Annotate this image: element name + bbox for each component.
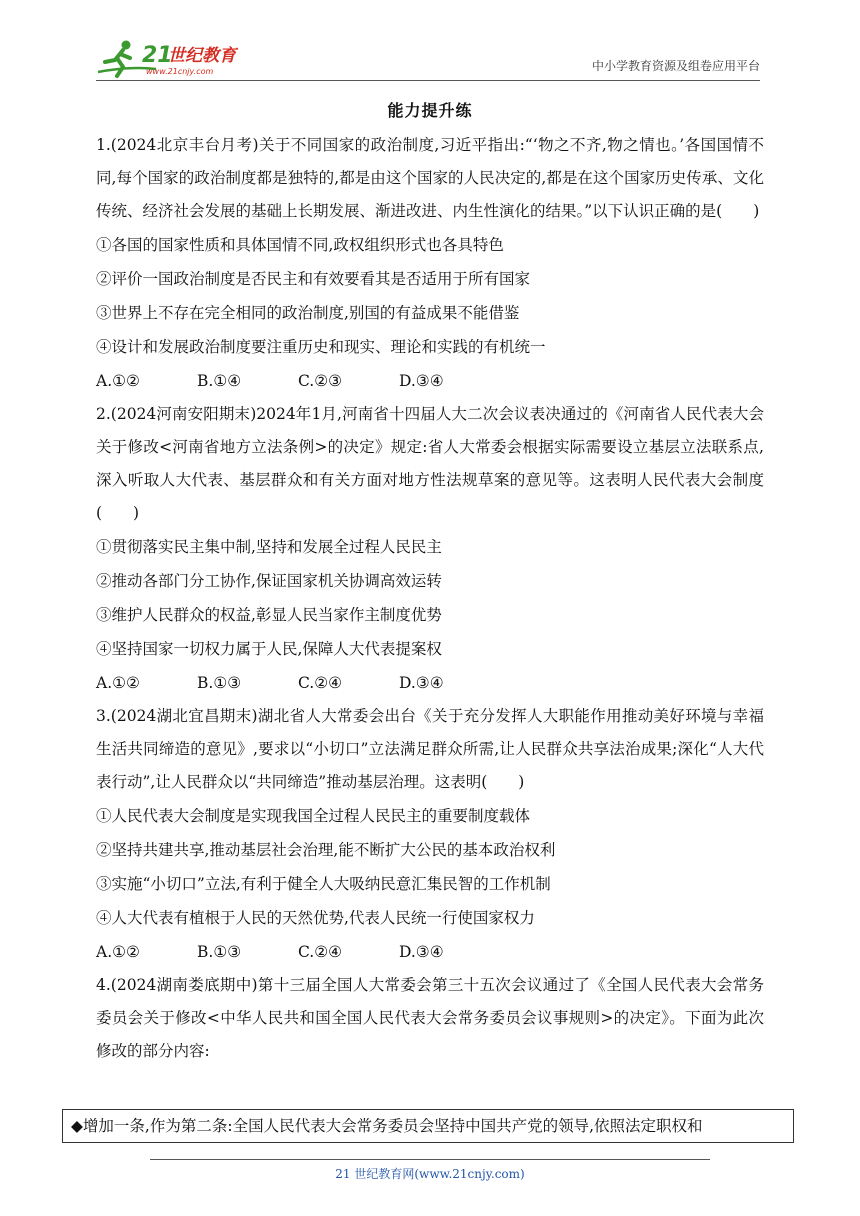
choice-d: D.③④ xyxy=(399,943,444,961)
question-stem: 1.(2024北京丰台月考)关于不同国家的政治制度,习近平指出:“‘物之不齐,物之情也。’各国国情不同,每个国家的政治制度都是独特的,都是由这个国家的人民决定的,都是在这个国家历史传承、文化传统、经济社会发展的基础上长期发展、渐进改进、内生性演化的结果。”以下认识正确的是( ) xyxy=(96,136,764,220)
question-stem: 3.(2024湖北宜昌期末)湖北省人大常委会出台《关于充分发挥人大职能作用推动美好环境与幸福生活共同缔造的意见》,要求以“小切口”立法满足群众所需,让人民群众共享法治成果;深化“人大代表行动”,让人民群众以“共同缔造”推动基层治理。这表明( ) xyxy=(96,707,764,791)
svg-text:世纪教育: 世纪教育 xyxy=(168,46,236,66)
choice-b: B.①④ xyxy=(197,372,242,390)
answer-choices xyxy=(96,935,764,969)
question-2 xyxy=(96,398,764,700)
statement-option: ②评价一国政治制度是否民主和有效要看其是否适用于所有国家 xyxy=(96,270,531,288)
choice-c: C.②④ xyxy=(298,943,343,961)
site-logo[interactable] xyxy=(96,36,266,80)
amendment-box: ◆增加一条,作为第二条:全国人民代表大会常务委员会坚持中国共产党的领导,依照法定职权和 xyxy=(62,1109,794,1143)
statement-option: ④设计和发展政治制度要注重历史和现实、理论和实践的有机统一 xyxy=(96,338,546,356)
choice-c: C.②③ xyxy=(298,372,343,390)
statement-option: ①贯彻落实民主集中制,坚持和发展全过程人民民主 xyxy=(96,538,442,556)
statement-option: ③实施“小切口”立法,有利于健全人大吸纳民意汇集民智的工作机制 xyxy=(96,875,551,893)
page-header xyxy=(96,36,760,80)
footer-divider xyxy=(150,1159,710,1160)
footer-link[interactable]: 21 世纪教育网(www.21cnjy.com) xyxy=(335,1167,525,1181)
question-1 xyxy=(96,129,764,398)
question-stem: 4.(2024湖南娄底期中)第十三届全国人大常委会第三十五次会议通过了《全国人民代表大会常务委员会关于修改<中华人民共和国全国人民代表大会常务委员会议事规则>的决定》。下面为此次修改的部分内容: xyxy=(96,976,764,1060)
choice-d: D.③④ xyxy=(399,372,444,390)
statement-option: ④坚持国家一切权力属于人民,保障人大代表提案权 xyxy=(96,640,442,658)
platform-name: 中小学教育资源及组卷应用平台 xyxy=(591,59,760,73)
question-4 xyxy=(96,969,764,1068)
statement-option: ①各国的国家性质和具体国情不同,政权组织形式也各具特色 xyxy=(96,236,504,254)
runner-logo-icon xyxy=(96,36,266,80)
choice-a: A.①② xyxy=(96,372,140,390)
question-3 xyxy=(96,700,764,969)
section-title: 能力提升练 xyxy=(387,101,473,120)
answer-choices xyxy=(96,364,764,398)
choice-a: A.①② xyxy=(96,674,140,692)
header-divider xyxy=(96,80,760,81)
statement-option: ②坚持共建共享,推动基层社会治理,能不断扩大公民的基本政治权利 xyxy=(96,841,556,859)
choice-c: C.②④ xyxy=(298,674,343,692)
choice-d: D.③④ xyxy=(399,674,444,692)
choice-b: B.①③ xyxy=(197,943,242,961)
choice-a: A.①② xyxy=(96,943,140,961)
choice-b: B.①③ xyxy=(197,674,242,692)
svg-text:www.21cnjy.com: www.21cnjy.com xyxy=(146,67,214,76)
document-body xyxy=(96,98,764,1068)
statement-option: ③世界上不存在完全相同的政治制度,别国的有益成果不能借鉴 xyxy=(96,304,520,322)
statement-option: ②推动各部门分工协作,保证国家机关协调高效运转 xyxy=(96,572,442,590)
statement-option: ④人大代表有植根于人民的天然优势,代表人民统一行使国家权力 xyxy=(96,909,535,927)
answer-choices xyxy=(96,666,764,700)
statement-option: ③维护人民群众的权益,彰显人民当家作主制度优势 xyxy=(96,606,442,624)
statement-option: ①人民代表大会制度是实现我国全过程人民民主的重要制度载体 xyxy=(96,807,531,825)
question-stem: 2.(2024河南安阳期末)2024年1月,河南省十四届人大二次会议表决通过的《河南省人民代表大会关于修改<河南省地方立法条例>的决定》规定:省人大常委会根据实际需要设立基层立法联系点,深入听取人大代表、基层群众和有关方面对地方性法规草案的意见等。这表明人民代表大会制度( ) xyxy=(96,405,764,522)
svg-text:21: 21 xyxy=(142,43,173,68)
